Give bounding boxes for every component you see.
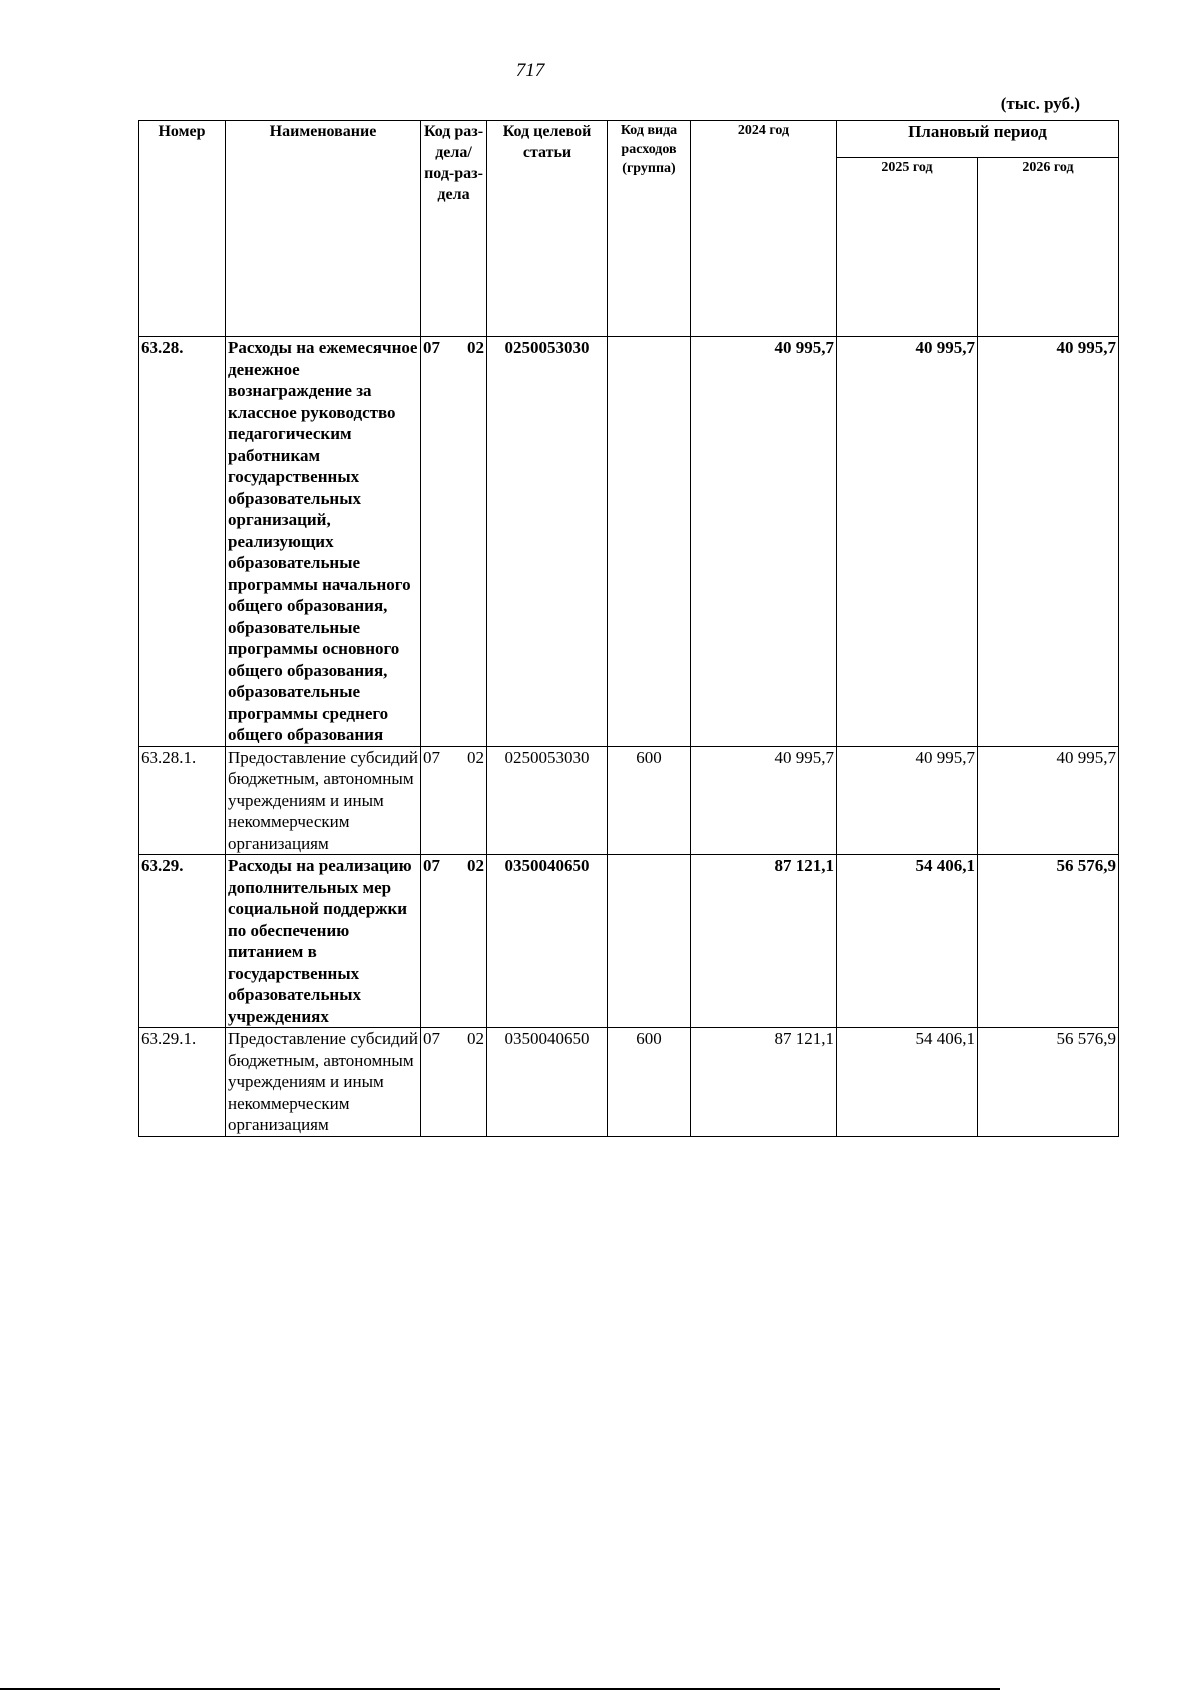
row-2025: 40 995,7	[837, 746, 978, 855]
row-2026: 56 576,9	[978, 855, 1119, 1028]
row-name: Предоставление субсидий бюджетным, автономным учреждениям и иным некоммерческим организациям	[226, 1028, 421, 1137]
row-2026: 40 995,7	[978, 746, 1119, 855]
page-bottom-border	[0, 1688, 1000, 1690]
row-subsection-code: 02	[467, 1029, 484, 1048]
row-2024: 87 121,1	[691, 1028, 837, 1137]
row-section	[421, 337, 487, 747]
header-number: Номер	[139, 121, 226, 337]
row-2026: 40 995,7	[978, 337, 1119, 747]
row-subsection-code: 02	[467, 338, 484, 357]
row-section	[421, 855, 487, 1028]
row-2025: 40 995,7	[837, 337, 978, 747]
header-name: Наименование	[226, 121, 421, 337]
header-expense-type: Код вида расходов (группа)	[608, 121, 691, 337]
row-number: 63.29.	[139, 855, 226, 1028]
row-expense-type	[608, 855, 691, 1028]
header-year-2026: 2026 год	[978, 158, 1119, 337]
row-name: Предоставление субсидий бюджетным, автономным учреждениям и иным некоммерческим организациям	[226, 746, 421, 855]
row-subsection-code: 02	[467, 856, 484, 875]
row-section	[421, 746, 487, 855]
row-number: 63.28.	[139, 337, 226, 747]
row-section-code: 07	[423, 747, 440, 767]
row-expense-type: 600	[608, 1028, 691, 1137]
row-expense-type	[608, 337, 691, 747]
row-2026: 56 576,9	[978, 1028, 1119, 1137]
row-section-code: 07	[423, 1029, 440, 1048]
header-section-text: Код раз-дела/ под-раз-дела	[423, 123, 484, 203]
row-number: 63.28.1.	[139, 746, 226, 855]
table-row	[139, 1028, 1119, 1137]
row-2024: 87 121,1	[691, 855, 837, 1028]
row-subsection-code: 02	[467, 747, 484, 767]
row-section-code: 07	[423, 338, 440, 357]
table-row	[139, 337, 1119, 747]
header-target-text: Код целевой статьи	[502, 123, 592, 161]
header-year-2025: 2025 год	[837, 158, 978, 337]
header-section	[421, 121, 487, 337]
header-target	[487, 121, 608, 337]
row-name: Расходы на ежемесячное денежное вознаграждение за классное руководство педагогическим работникам государственных образовательных организаций, реализующих образовательные программы начального общего образования, образовательные программы основного общего образования, образовательные программы среднего общего образования	[226, 337, 421, 747]
page-number: 717	[515, 60, 545, 81]
units-label: (тыс. руб.)	[1000, 94, 1080, 113]
table-row	[139, 855, 1119, 1028]
row-target: 0250053030	[487, 337, 608, 747]
row-target: 0350040650	[487, 855, 608, 1028]
row-section-code: 07	[423, 856, 440, 875]
row-target: 0350040650	[487, 1028, 608, 1137]
row-2024: 40 995,7	[691, 337, 837, 747]
row-2025: 54 406,1	[837, 1028, 978, 1137]
header-planning-period: Плановый период	[837, 121, 1119, 158]
header-year-2024: 2024 год	[691, 121, 837, 337]
budget-table	[138, 120, 1119, 1137]
table-row	[139, 746, 1119, 855]
row-target: 0250053030	[487, 746, 608, 855]
row-expense-type: 600	[608, 746, 691, 855]
row-number: 63.29.1.	[139, 1028, 226, 1137]
row-2024: 40 995,7	[691, 746, 837, 855]
row-2025: 54 406,1	[837, 855, 978, 1028]
row-section	[421, 1028, 487, 1137]
row-name: Расходы на реализацию дополнительных мер социальной поддержки по обеспечению питанием в государственных образовательных учреждениях	[226, 855, 421, 1028]
